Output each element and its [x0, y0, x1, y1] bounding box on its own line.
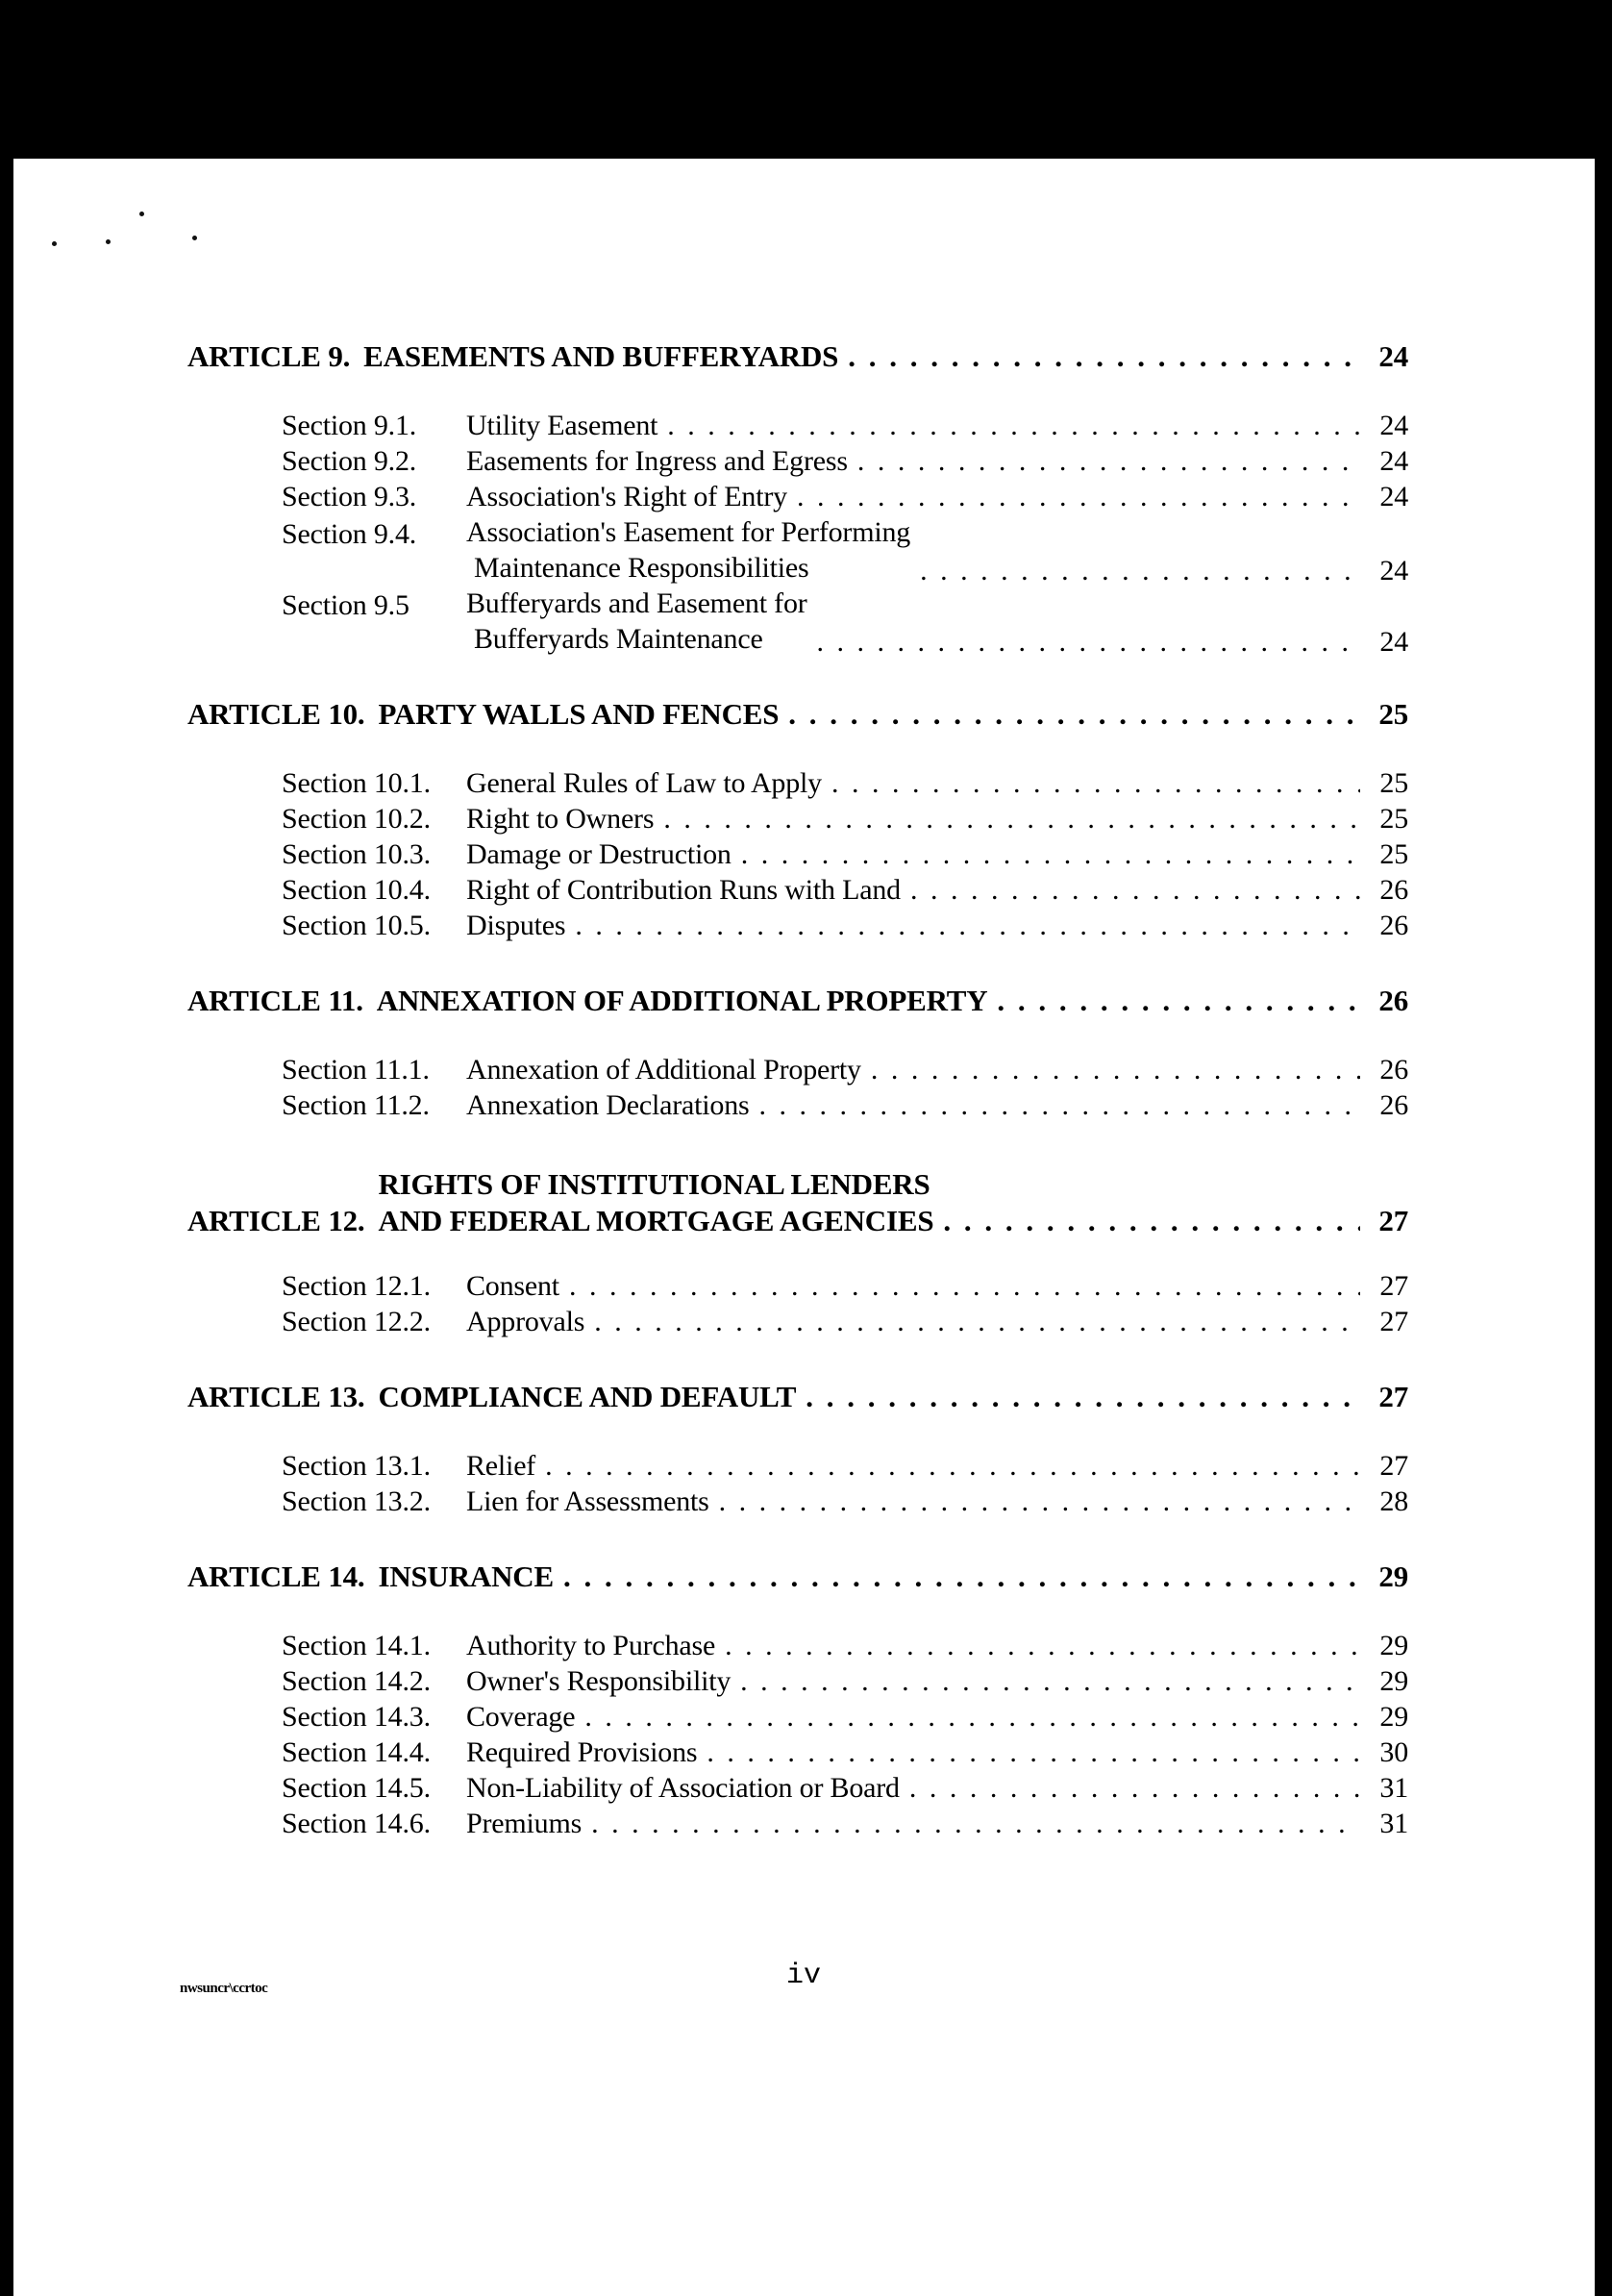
section-entry [187, 1270, 1408, 1306]
article-block [187, 1380, 1408, 1521]
section-label: Section 14.2. [282, 1665, 431, 1697]
dot-leader [871, 1054, 1360, 1086]
section-entry [187, 1665, 1408, 1701]
article-block [187, 1163, 1408, 1341]
section-title-line: Maintenance Responsibilities [474, 552, 809, 584]
section-label: Section 11.1. [282, 1054, 430, 1086]
article-heading [187, 1380, 1408, 1418]
article-title-line: ANNEXATION OF ADDITIONAL PROPERTY [376, 984, 988, 1017]
section-entry [187, 1630, 1408, 1665]
section-label: Section 12.1. [282, 1270, 431, 1302]
dot-leader [758, 1089, 1360, 1122]
dot-leader [569, 1270, 1360, 1303]
section-title-line: Association's Easement for Performing [466, 516, 911, 548]
section-entry [187, 1808, 1408, 1843]
dot-leader [806, 1380, 1360, 1414]
section-title: Utility Easement [466, 410, 658, 441]
section-entry [187, 445, 1408, 481]
section-title: Damage or Destruction [466, 838, 732, 870]
section-label: Section 10.3. [282, 838, 431, 870]
section-title: Required Provisions [466, 1736, 698, 1768]
dot-leader [848, 339, 1360, 374]
article-page-number: 24 [1378, 339, 1408, 373]
section-entry [187, 410, 1408, 445]
section-label: Section 9.4. [282, 518, 417, 550]
article-title [378, 697, 779, 732]
section-title [466, 516, 910, 587]
section-label: Section 9.2. [282, 445, 417, 477]
section-title: Authority to Purchase [466, 1630, 716, 1661]
section-page-number: 26 [1379, 1054, 1408, 1086]
section-title-line: Bufferyards Maintenance [474, 623, 763, 655]
section-page-number: 29 [1379, 1630, 1408, 1661]
section-entry [187, 481, 1408, 516]
section-title: Relief [466, 1450, 536, 1482]
section-title: Non-Liability of Association or Board [466, 1772, 900, 1804]
section-page-number: 29 [1379, 1701, 1408, 1733]
section-title [466, 587, 807, 659]
section-entry [187, 1701, 1408, 1736]
section-page-number: 27 [1379, 1306, 1408, 1337]
article-title [378, 1167, 933, 1238]
article-page-number: 27 [1378, 1380, 1408, 1413]
section-title: Disputes [466, 910, 566, 941]
table-of-contents [187, 339, 1408, 1882]
section-entry [187, 910, 1408, 945]
dot-leader [920, 555, 1360, 587]
section-label: Section 14.6. [282, 1808, 431, 1839]
section-label: Section 9.5 [282, 589, 409, 621]
dot-leader [719, 1485, 1360, 1518]
dot-leader [563, 1560, 1360, 1594]
section-title: Owner's Responsibility [466, 1665, 732, 1697]
article-page-number: 29 [1378, 1560, 1408, 1593]
section-title: Right of Contribution Runs with Land [466, 874, 901, 906]
article-block [187, 984, 1408, 1125]
section-entry [187, 1450, 1408, 1485]
dot-leader [594, 1306, 1360, 1338]
section-page-number: 29 [1379, 1665, 1408, 1697]
section-page-number: 24 [1379, 445, 1408, 477]
dot-leader [741, 838, 1360, 871]
article-title-line: EASEMENTS AND BUFFERYARDS [363, 339, 839, 373]
article-block [187, 339, 1408, 659]
section-page-number: 24 [1379, 410, 1408, 441]
section-page-number: 31 [1379, 1772, 1408, 1804]
document-id: 10317 2244 [288, 2110, 636, 2166]
section-entry [187, 1772, 1408, 1808]
article-page-number: 26 [1378, 984, 1408, 1017]
section-title: Easements for Ingress and Egress [466, 445, 848, 477]
article-page-number: 25 [1378, 697, 1408, 731]
dot-leader [817, 626, 1360, 659]
section-page-number: 25 [1379, 803, 1408, 835]
section-page-number: 24 [1379, 555, 1408, 586]
scan-speck [106, 239, 111, 244]
section-label: Section 13.2. [282, 1485, 431, 1517]
article-title [378, 1560, 554, 1594]
file-code: nwsuncr\ccrtoc [180, 1981, 268, 1996]
section-label: Section 14.5. [282, 1772, 431, 1804]
section-label: Section 10.5. [282, 910, 431, 941]
section-title: Approvals [466, 1306, 585, 1337]
section-label: Section 14.4. [282, 1736, 431, 1768]
section-entry [187, 767, 1408, 803]
dot-leader [725, 1630, 1360, 1662]
section-page-number: 24 [1379, 626, 1408, 658]
article-heading [187, 1163, 1408, 1238]
section-page-number: 26 [1379, 874, 1408, 906]
section-label: Section 13.1. [282, 1450, 431, 1482]
section-page-number: 27 [1379, 1450, 1408, 1482]
article-number: ARTICLE 10. [187, 697, 365, 731]
article-title [363, 339, 838, 374]
section-page-number: 25 [1379, 838, 1408, 870]
article-number: ARTICLE 11. [187, 984, 363, 1017]
section-title: Annexation Declarations [466, 1089, 750, 1121]
article-title [378, 1380, 796, 1414]
article-heading [187, 697, 1408, 736]
article-block [187, 1560, 1408, 1843]
section-entry [187, 1089, 1408, 1125]
scan-speck [192, 236, 197, 240]
section-title: Annexation of Additional Property [466, 1054, 861, 1086]
dot-leader [545, 1450, 1360, 1483]
section-page-number: 25 [1379, 767, 1408, 799]
article-heading [187, 984, 1408, 1022]
section-page-number: 26 [1379, 910, 1408, 941]
article-title-line: RIGHTS OF INSTITUTIONAL LENDERS [378, 1167, 930, 1201]
section-title: Consent [466, 1270, 559, 1302]
section-entry [187, 1736, 1408, 1772]
section-page-number: 30 [1379, 1736, 1408, 1768]
section-page-number: 31 [1379, 1808, 1408, 1839]
dot-leader [857, 445, 1360, 478]
article-title-line: PARTY WALLS AND FENCES [378, 697, 780, 731]
section-entry [187, 587, 1408, 659]
section-page-number: 26 [1379, 1089, 1408, 1121]
section-title: Association's Right of Entry [466, 481, 787, 512]
section-entry [187, 1485, 1408, 1521]
section-page-number: 28 [1379, 1485, 1408, 1517]
section-label: Section 10.4. [282, 874, 431, 906]
dot-leader [997, 984, 1360, 1018]
section-title: Coverage [466, 1701, 576, 1733]
section-title: Premiums [466, 1808, 583, 1839]
article-page-number: 27 [1378, 1204, 1408, 1237]
section-label: Section 9.3. [282, 481, 417, 512]
article-block [187, 697, 1408, 945]
section-entry [187, 1054, 1408, 1089]
section-entry [187, 803, 1408, 838]
section-entry [187, 838, 1408, 874]
section-label: Section 14.3. [282, 1701, 431, 1733]
dot-leader [788, 697, 1360, 732]
page-number: iv [786, 1959, 822, 1992]
dot-leader [943, 1204, 1360, 1238]
section-label: Section 11.2. [282, 1089, 430, 1121]
section-title: Right to Owners [466, 803, 655, 835]
article-title-line: COMPLIANCE AND DEFAULT [378, 1380, 797, 1413]
dot-leader [707, 1736, 1360, 1769]
section-label: Section 14.1. [282, 1630, 431, 1661]
scan-speck [52, 241, 57, 246]
article-title-line: AND FEDERAL MORTGAGE AGENCIES [378, 1204, 934, 1237]
section-entry [187, 516, 1408, 587]
scan-speck [139, 212, 144, 216]
dot-leader [740, 1665, 1360, 1698]
section-entry [187, 874, 1408, 910]
article-number: ARTICLE 9. [187, 339, 351, 373]
article-heading [187, 339, 1408, 378]
section-entry [187, 1306, 1408, 1341]
dot-leader [575, 910, 1360, 942]
dot-leader [797, 481, 1360, 513]
section-title: Lien for Assessments [466, 1485, 709, 1517]
dot-leader [831, 767, 1360, 800]
dot-leader [584, 1701, 1360, 1734]
section-page-number: 24 [1379, 481, 1408, 512]
section-label: Section 10.2. [282, 803, 431, 835]
section-label: Section 9.1. [282, 410, 417, 441]
article-heading [187, 1560, 1408, 1598]
dot-leader [591, 1808, 1360, 1840]
dot-leader [663, 803, 1360, 836]
section-label: Section 10.1. [282, 767, 431, 799]
dot-leader [909, 1772, 1360, 1805]
section-title: General Rules of Law to Apply [466, 767, 822, 799]
article-title-line: INSURANCE [378, 1560, 554, 1593]
section-label: Section 12.2. [282, 1306, 431, 1337]
section-page-number: 27 [1379, 1270, 1408, 1302]
article-number: ARTICLE 14. [187, 1560, 365, 1593]
article-number: ARTICLE 13. [187, 1380, 365, 1413]
section-title-line: Bufferyards and Easement for [466, 587, 807, 619]
dot-leader [667, 410, 1360, 442]
article-number: ARTICLE 12. [187, 1204, 365, 1237]
dot-leader [910, 874, 1360, 907]
article-title [377, 984, 988, 1018]
